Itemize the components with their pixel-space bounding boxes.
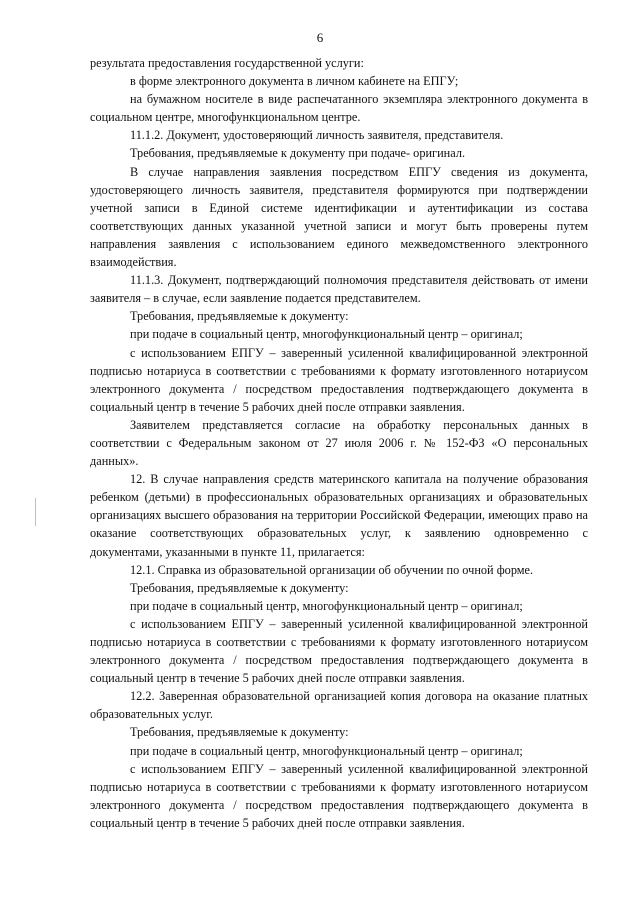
margin-mark bbox=[35, 498, 36, 526]
paragraph: при подаче в социальный центр, многофункциональный центр – оригинал; bbox=[130, 327, 523, 342]
document-body bbox=[90, 54, 588, 832]
paragraph: 12.2. Заверенная образовательной организацией копия договора на оказание платных образовательных услуг. bbox=[90, 689, 588, 722]
paragraph: результата предоставления государственной услуги: bbox=[90, 56, 364, 70]
paragraph: 12.1. Справка из образовательной организации об обучении по очной форме. bbox=[130, 562, 534, 577]
paragraph: Требования, предъявляемые к документу при подаче- оригинал. bbox=[130, 146, 466, 161]
paragraph: Требования, предъявляемые к документу: bbox=[130, 725, 349, 740]
paragraph: в форме электронного документа в личном кабинете на ЕПГУ; bbox=[130, 74, 459, 89]
paragraph: при подаче в социальный центр, многофункциональный центр – оригинал; bbox=[130, 598, 523, 613]
paragraph: 11.1.3. Документ, подтверждающий полномочия представителя действовать от имени заявителя – в случае, если заявление подается представителем. bbox=[90, 273, 588, 306]
paragraph: 11.1.2. Документ, удостоверяющий личность заявителя, представителя. bbox=[130, 128, 504, 143]
page-number: 6 bbox=[316, 30, 324, 45]
paragraph: Заявителем представляется согласие на обработку персональных данных в соответствии с Федеральным законом от 27 июля 2006 г. № 152-ФЗ «О персональных данных». bbox=[90, 417, 588, 469]
paragraph: на бумажном носителе в виде распечатанного экземпляра электронного документа в социальном центре, многофункциональном центре. bbox=[90, 92, 588, 125]
paragraph: с использованием ЕПГУ – заверенный усиленной квалифицированной электронной подписью нотариуса в соответствии с требованиями к формату изготовленного нотариусом электронного документа / посредством предоставления подтверждающего документа в социальный центр в течение 5 рабочих дней после отправки заявления. bbox=[90, 616, 588, 686]
paragraph: 12. В случае направления средств материнского капитала на получение образования ребенком (детьми) в профессиональных образовательных организациях и образовательных организациях высшего образования на территории Российской Федерации, имеющих право на оказание соответствующих образовательных услуг, к заявлению одновременно с документами, указанными в пункте 11, прилагается: bbox=[90, 472, 588, 559]
paragraph: при подаче в социальный центр, многофункциональный центр – оригинал; bbox=[130, 743, 523, 758]
paragraph: В случае направления заявления посредством ЕПГУ сведения из документа, удостоверяющего личность заявителя, представителя формируются при подтверждении учетной записи в Единой системе идентификации и аутентификации из состава соответствующих данных указанной учетной записи и могут быть проверены путем направления заявления с использованием единого межведомственного электронного взаимодействия. bbox=[90, 164, 588, 270]
paragraph: с использованием ЕПГУ – заверенный усиленной квалифицированной электронной подписью нотариуса в соответствии с требованиями к формату изготовленного нотариусом электронного документа / посредством предоставления подтверждающего документа в социальный центр в течение 5 рабочих дней после отправки заявления. bbox=[90, 345, 588, 414]
paragraph: Требования, предъявляемые к документу: bbox=[130, 580, 349, 595]
paragraph: с использованием ЕПГУ – заверенный усиленной квалифицированной электронной подписью нотариуса в соответствии с требованиями к формату изготовленного нотариусом электронного документа / посредством предоставления подтверждающего документа в социальный центр в течение 5 рабочих дней после отправки заявления. bbox=[90, 761, 588, 830]
paragraph: Требования, предъявляемые к документу: bbox=[130, 309, 349, 324]
